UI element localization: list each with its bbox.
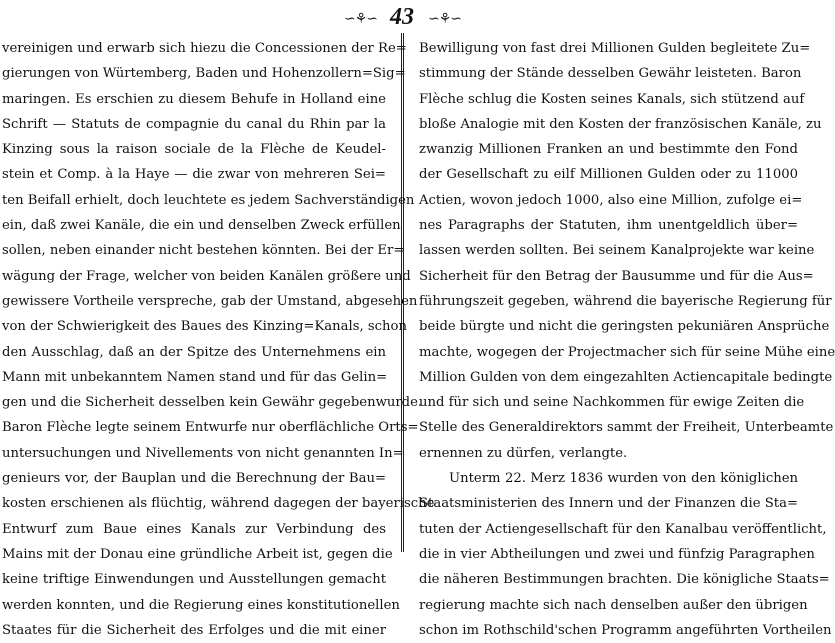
text-line: tuten der Actiengesellschaft für den Kanalbau veröffentlicht,	[419, 521, 827, 537]
text-line: ein, daß zwei Kanäle, die ein und denselben Zweck erfüllen	[2, 218, 401, 234]
text-line: stein et Comp. à la Haye — die zwar von mehreren Sei=	[2, 167, 386, 183]
text-line: kosten erschienen als flüchtig, während dagegen der bayerische	[2, 496, 435, 512]
text-line: lassen werden sollten. Bei seinem Kanalprojekte war keine	[419, 243, 815, 259]
text-line: Entwurf zum Baue eines Kanals zur Verbindung des	[2, 521, 386, 537]
text-line: Mann mit unbekanntem Namen stand und für das Gelin=	[2, 369, 388, 385]
left-column	[2, 36, 435, 643]
text-line: Baron Flèche legte seinem Entwurfe nur oberflächliche Orts=	[2, 420, 419, 436]
text-line: Million Gulden von dem eingezahlten Actiencapitale bedingte	[419, 369, 833, 385]
text-line: Sicherheit für den Betrag der Bausumme und für die Aus=	[419, 268, 814, 284]
text-line: vereinigen und erwarb sich hiezu die Concessionen der Re=	[2, 41, 407, 56]
text-line: gewissere Vortheile verspreche, gab der Umstand, abgesehen	[2, 293, 418, 309]
text-line: sollen, neben einander nicht bestehen könnten. Bei der Er=	[2, 243, 405, 259]
text-line: untersuchungen und Nivellements von nicht genannten In=	[2, 445, 404, 461]
text-line: beide bürgte und nicht die geringsten pekuniären Ansprüche	[419, 319, 830, 335]
text-line: machte, wogegen der Projectmacher sich für seine Mühe eine	[419, 344, 835, 360]
text-line: maringen. Es erschien zu diesem Behufe in Holland eine	[2, 91, 386, 107]
text-line: bloße Analogie mit den Kosten der französischen Kanäle, zu	[419, 116, 822, 132]
text-line: den Ausschlag, daß an der Spitze des Unternehmens ein	[2, 344, 386, 360]
text-line: führungszeit gegeben, während die bayerische Regierung für	[419, 293, 832, 309]
text-line: die in vier Abtheilungen und zwei und fünfzig Paragraphen	[419, 546, 815, 562]
text-line: Staatsministerien des Innern und der Finanzen die Sta=	[419, 496, 798, 512]
text-line: wägung der Frage, welcher von beiden Kanälen größere und	[2, 268, 411, 284]
text-line: genieurs vor, der Bauplan und die Berechnung der Bau=	[2, 471, 386, 487]
text-line: der Gesellschaft zu eilf Millionen Gulden oder zu 11000	[419, 167, 798, 183]
page-header	[0, 2, 800, 32]
text-line: Stelle des Generaldirektors sammt der Freiheit, Unterbeamte	[419, 420, 834, 436]
text-line: Kinzing sous la raison sociale de la Flèche de Keudel-	[2, 142, 386, 158]
text-line: werden konnten, und die Regierung eines konstitutionellen	[2, 597, 400, 613]
text-line: und für sich und seine Nachkommen für ewige Zeiten die	[419, 395, 805, 411]
text-line: Staates für die Sicherheit des Erfolges und die mit einer	[2, 622, 386, 638]
text-line: stimmung der Stände desselben Gewähr leisteten. Baron	[419, 66, 802, 82]
text-line: Schrift — Statuts de compagnie du canal du Rhin par la	[2, 116, 386, 132]
right-ornament: ∽⚘∽	[428, 11, 462, 27]
text-line: gierungen von Würtemberg, Baden und Hohenzollern=Sig=	[2, 66, 406, 82]
text-line: von der Schwierigkeit des Baues des Kinzing=Kanals, schon	[2, 319, 407, 335]
column-divider	[401, 33, 404, 552]
text-line: Mains mit der Donau eine gründliche Arbeit ist, gegen die	[2, 546, 393, 562]
text-line: zwanzig Millionen Franken an und bestimmte den Fond	[419, 142, 798, 158]
text-line: Unterm 22. Merz 1836 wurden von den königlichen	[449, 471, 798, 487]
right-column	[419, 36, 835, 643]
text-line: nes Paragraphs der Statuten, ihm unentgeldlich über=	[419, 218, 798, 234]
text-line: Bewilligung von fast drei Millionen Gulden begleitete Zu=	[419, 41, 811, 56]
text-line: Flèche schlug die Kosten seines Kanals, sich stützend auf	[419, 91, 805, 107]
page-number: 43	[390, 4, 414, 30]
text-line: ernennen zu dürfen, verlangte.	[419, 445, 628, 461]
text-line: ten Beifall erhielt, doch leuchtete es jedem Sachverständigen	[2, 192, 415, 208]
left-ornament: ∽⚘∽	[344, 11, 378, 27]
text-line: keine triftige Einwendungen und Ausstellungen gemacht	[2, 572, 386, 588]
text-line: regierung machte sich nach denselben außer den übrigen	[419, 597, 808, 613]
text-line: die näheren Bestimmungen brachten. Die königliche Staats=	[419, 572, 830, 588]
text-line: Actien, wovon jedoch 1000, also eine Million, zufolge ei=	[419, 192, 803, 208]
text-line: schon im Rothschild'schen Programm angeführten Vortheilen	[419, 622, 832, 638]
text-line: gen und die Sicherheit desselben kein Gewähr gegebenwurde.	[2, 395, 423, 411]
